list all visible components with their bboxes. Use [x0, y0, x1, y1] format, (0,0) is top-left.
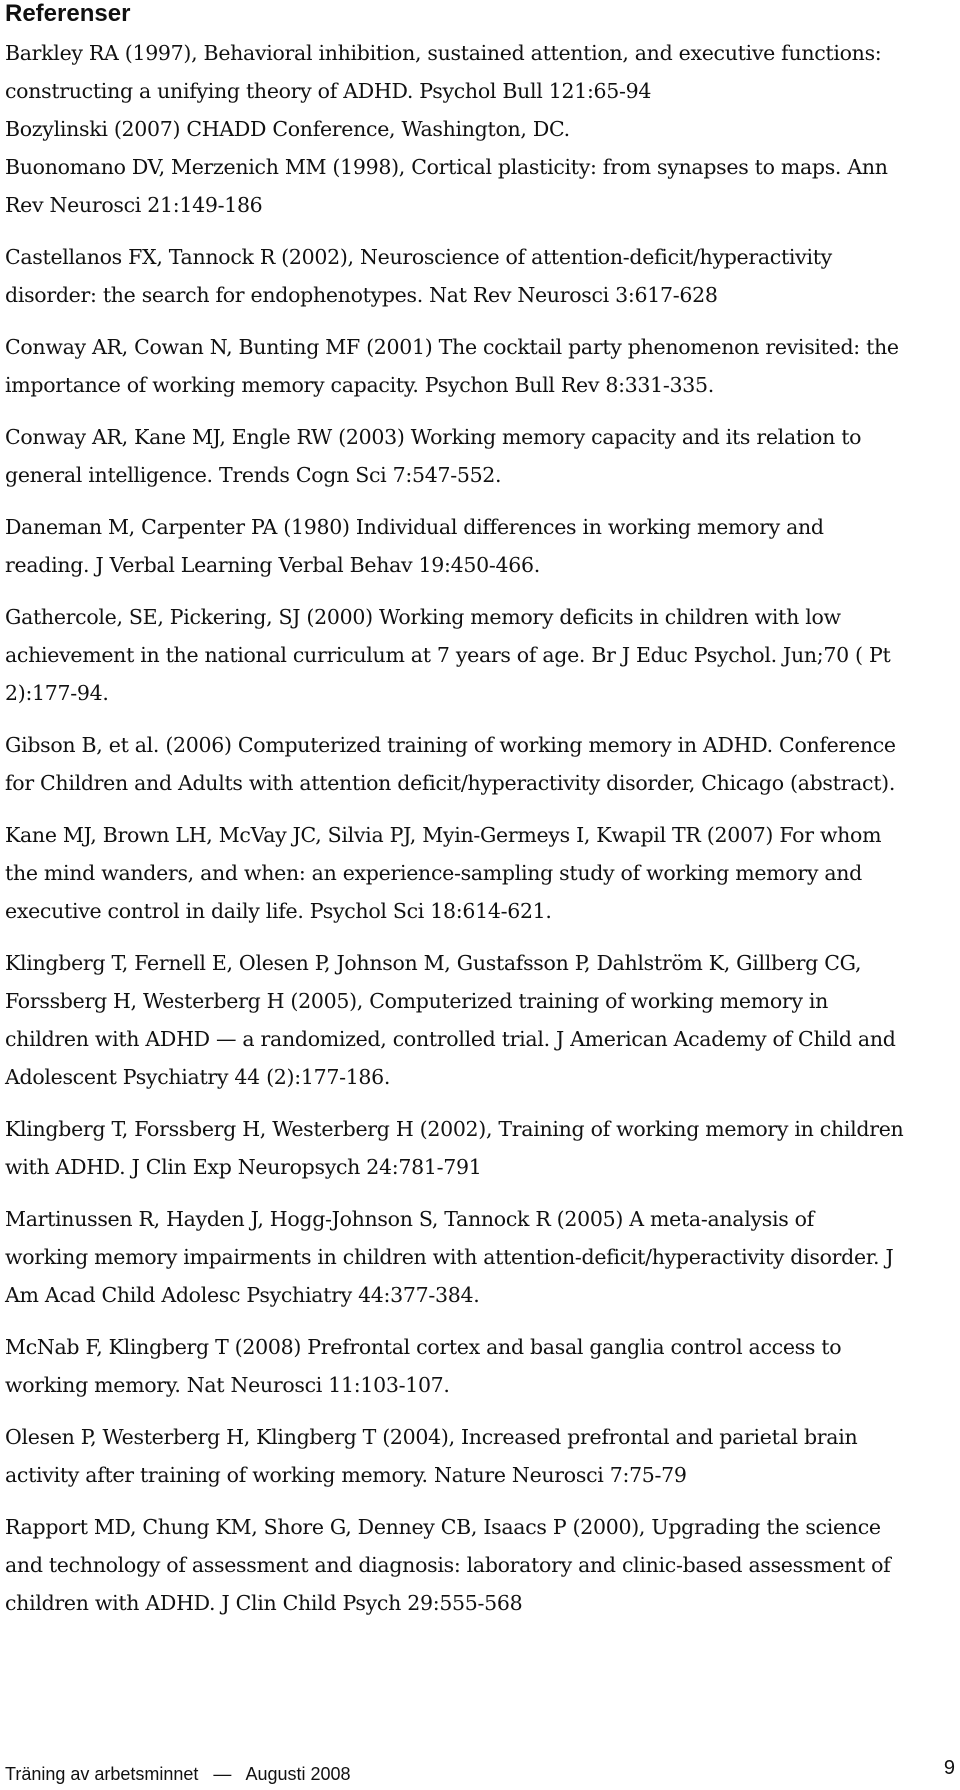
reference-entry — [5, 418, 955, 494]
reference-entry — [5, 1328, 955, 1404]
footer-title: Träning av arbetsminnet — Augusti 2008 — [5, 1764, 351, 1784]
reference-line: disorder: the search for endophenotypes. Nat Rev Neurosci 3:617-628 — [5, 283, 718, 307]
reference-line: Gathercole, SE, Pickering, SJ (2000) Working memory deficits in children with low — [5, 605, 841, 629]
reference-line: Am Acad Child Adolesc Psychiatry 44:377-384. — [5, 1283, 480, 1307]
reference-line: Adolescent Psychiatry 44 (2):177-186. — [5, 1065, 391, 1089]
reference-entry — [5, 816, 955, 930]
reference-line: with ADHD. J Clin Exp Neuropsych 24:781-791 — [5, 1155, 482, 1179]
reference-line: Kane MJ, Brown LH, McVay JC, Silvia PJ, Myin-Germeys I, Kwapil TR (2007) For whom — [5, 823, 882, 847]
reference-entry — [5, 34, 955, 110]
reference-entry — [5, 1508, 955, 1622]
reference-line: 2):177-94. — [5, 681, 109, 705]
reference-line: executive control in daily life. Psychol Sci 18:614-621. — [5, 899, 552, 923]
reference-entry — [5, 1418, 955, 1494]
reference-line: Rev Neurosci 21:149-186 — [5, 193, 263, 217]
reference-entry — [5, 1200, 955, 1314]
reference-line: Forssberg H, Westerberg H (2005), Computerized training of working memory in — [5, 989, 829, 1013]
reference-entry — [5, 238, 955, 314]
reference-line: achievement in the national curriculum at 7 years of age. Br J Educ Psychol. Jun;70 ( Pt — [5, 643, 891, 667]
reference-line: Martinussen R, Hayden J, Hogg-Johnson S, Tannock R (2005) A meta-analysis of — [5, 1207, 814, 1231]
reference-line: Klingberg T, Fernell E, Olesen P, Johnson M, Gustafsson P, Dahlström K, Gillberg CG, — [5, 951, 862, 975]
reference-line: McNab F, Klingberg T (2008) Prefrontal cortex and basal ganglia control access to — [5, 1335, 842, 1359]
reference-line: activity after training of working memory. Nature Neurosci 7:75-79 — [5, 1463, 687, 1487]
page-number: 9 — [943, 1757, 955, 1779]
reference-entry — [5, 148, 955, 224]
reference-entry — [5, 726, 955, 802]
reference-line: and technology of assessment and diagnosis: laboratory and clinic-based assessment of — [5, 1553, 891, 1577]
reference-line: children with ADHD. J Clin Child Psych 29:555-568 — [5, 1591, 523, 1615]
reference-line: Rapport MD, Chung KM, Shore G, Denney CB, Isaacs P (2000), Upgrading the science — [5, 1515, 881, 1539]
reference-entry — [5, 944, 955, 1096]
reference-line: importance of working memory capacity. Psychon Bull Rev 8:331-335. — [5, 373, 714, 397]
reference-line: Castellanos FX, Tannock R (2002), Neuroscience of attention-deficit/hyperactivity — [5, 245, 832, 269]
reference-line: reading. J Verbal Learning Verbal Behav 19:450-466. — [5, 553, 540, 577]
reference-line: general intelligence. Trends Cogn Sci 7:547-552. — [5, 463, 502, 487]
reference-entry — [5, 1110, 955, 1186]
reference-line: Olesen P, Westerberg H, Klingberg T (2004), Increased prefrontal and parietal brain — [5, 1425, 858, 1449]
reference-line: Conway AR, Kane MJ, Engle RW (2003) Working memory capacity and its relation to — [5, 425, 862, 449]
reference-line: Gibson B, et al. (2006) Computerized training of working memory in ADHD. Conference — [5, 733, 896, 757]
reference-line: Klingberg T, Forssberg H, Westerberg H (2002), Training of working memory in children — [5, 1117, 904, 1141]
reference-line: Buonomano DV, Merzenich MM (1998), Cortical plasticity: from synapses to maps. Ann — [5, 155, 888, 179]
reference-entry — [5, 598, 955, 712]
reference-line: working memory impairments in children with attention-deficit/hyperactivity disorder. J — [5, 1245, 894, 1269]
reference-line: constructing a unifying theory of ADHD. Psychol Bull 121:65-94 — [5, 79, 652, 103]
reference-line: Conway AR, Cowan N, Bunting MF (2001) The cocktail party phenomenon revisited: the — [5, 335, 899, 359]
reference-entry — [5, 328, 955, 404]
reference-line: Bozylinski (2007) CHADD Conference, Washington, DC. — [5, 117, 570, 141]
reference-entry — [5, 508, 955, 584]
reference-line: Barkley RA (1997), Behavioral inhibition, sustained attention, and executive functions: — [5, 41, 882, 65]
page-heading: Referenser — [5, 0, 131, 27]
reference-line: the mind wanders, and when: an experience-sampling study of working memory and — [5, 861, 862, 885]
reference-line: Daneman M, Carpenter PA (1980) Individual differences in working memory and — [5, 515, 824, 539]
reference-line: children with ADHD — a randomized, controlled trial. J American Academy of Child and — [5, 1027, 896, 1051]
reference-line: for Children and Adults with attention deficit/hyperactivity disorder, Chicago (abstract). — [5, 771, 896, 795]
reference-list — [5, 34, 955, 1622]
reference-entry — [5, 110, 955, 148]
reference-line: working memory. Nat Neurosci 11:103-107. — [5, 1373, 450, 1397]
